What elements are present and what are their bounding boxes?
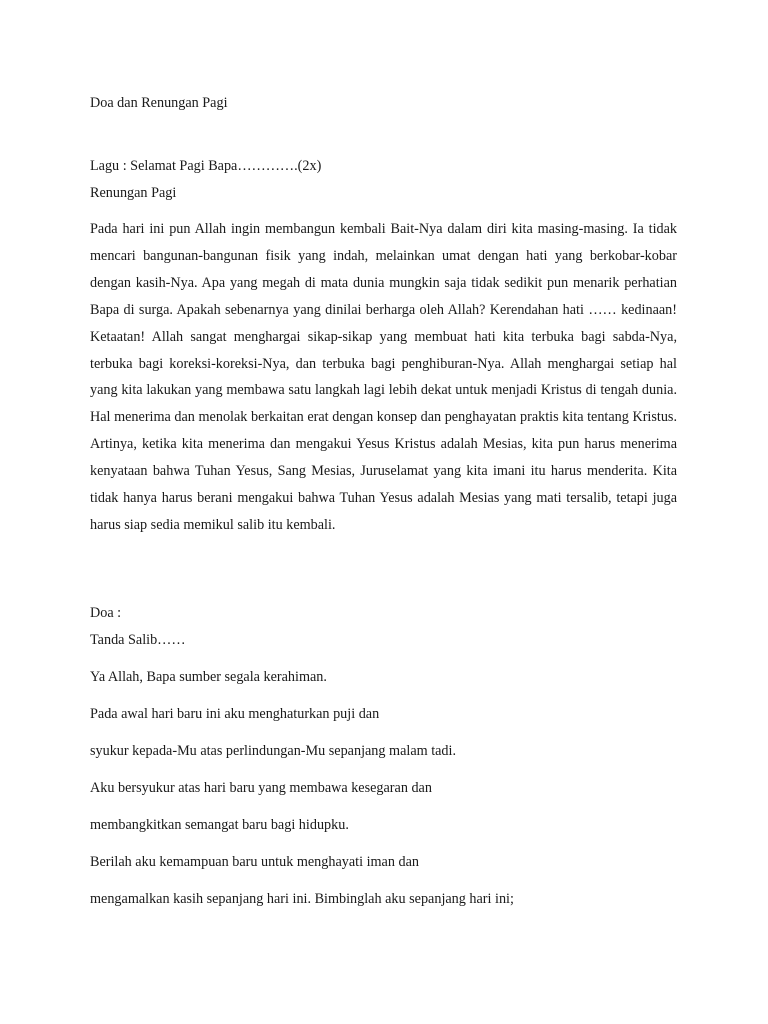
song-line: Lagu : Selamat Pagi Bapa………….(2x)	[90, 158, 322, 174]
prayer-heading: Doa :	[90, 605, 122, 621]
reflection-paragraph: Pada hari ini pun Allah ingin membangun kembali Bait-Nya dalam diri kita masing-masing. Ia tidak mencari bangunan-bangunan fisik yang indah, melainkan umat dengan hati yang berkobar-kobar dengan kasih-Nya. Apa yang megah di mata dunia mungkin saja tidak sedikit pun menarik perhatian Bapa di surga. Apakah sebenarnya yang dinilai berharga oleh Allah? Kerendahan hati …… kedinaan! Ketaatan! Allah sangat menghargai sikap-sikap yang membuat hati kita terbuka bagi sabda-Nya, terbuka bagi koreksi-koreksi-Nya, dan terbuka bagi penghiburan-Nya. Allah menghargai setiap hal yang kita lakukan yang membawa satu langkah lagi lebih dekat untuk menjadi Kristus di tengah dunia. Hal menerima dan menolak berkaitan erat dengan konsep dan penghayatan praktis kita tentang Kristus. Artinya, ketika kita menerima dan mengakui Yesus Kristus adalah Mesias, kita pun harus menerima kenyataan bahwa Tuhan Yesus, Sang Mesias, Juruselamat yang kita imani itu harus menderita. Kita tidak hanya harus berani mengakui bahwa Tuhan Yesus adalah Mesias yang mati tersalib, tetapi juga harus siap sedia memikul salib itu kembali.	[90, 221, 677, 533]
prayer-line: Ya Allah, Bapa sumber segala kerahiman.	[90, 669, 327, 685]
prayer-line: Aku bersyukur atas hari baru yang membawa kesegaran dan	[90, 780, 432, 796]
sign-of-cross-line: Tanda Salib……	[90, 632, 186, 648]
document-title: Doa dan Renungan Pagi	[90, 95, 228, 111]
prayer-line: membangkitkan semangat baru bagi hidupku.	[90, 817, 349, 833]
prayer-line: Berilah aku kemampuan baru untuk menghayati iman dan	[90, 854, 419, 870]
document-page	[90, 0, 677, 1024]
prayer-line: Pada awal hari baru ini aku menghaturkan puji dan	[90, 706, 380, 722]
prayer-line: mengamalkan kasih sepanjang hari ini. Bimbinglah aku sepanjang hari ini;	[90, 891, 514, 907]
reflection-heading: Renungan Pagi	[90, 185, 177, 201]
prayer-line: syukur kepada-Mu atas perlindungan-Mu sepanjang malam tadi.	[90, 743, 457, 759]
